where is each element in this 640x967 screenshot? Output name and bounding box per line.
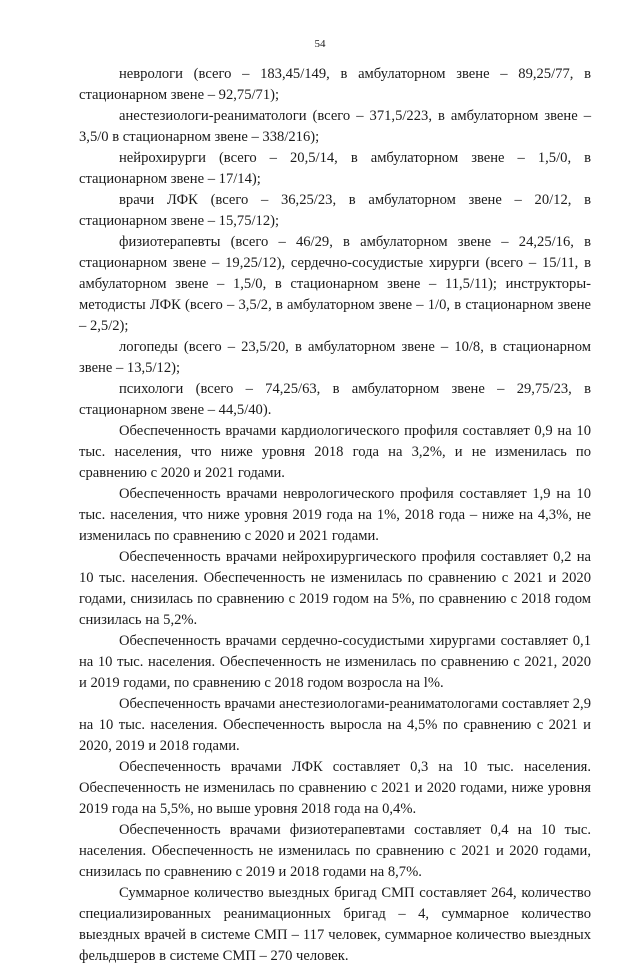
paragraph-cardiology-provision: Обеспеченность врачами кардиологического профиля составляет 0,9 на 10 тыс. населения, что ниже уровня 2018 года на 3,2%, и не изменилась по сравнению с 2020 и 2021 годами. xyxy=(79,423,591,481)
body-text xyxy=(79,64,591,967)
paragraph-neurologists: неврологи (всего – 183,45/149, в амбулаторном звене – 89,25/77, в стационарном звене – 92,75/71); xyxy=(79,66,591,103)
paragraph-physiotherapists: физиотерапевты (всего – 46/29, в амбулаторном звене – 24,25/16, в стационарном звене – 19,25/12), сердечно-сосудистые хирурги (всего – 15/11, в амбулаторном звене – 1,5/0, в стационарном звене – 11,5/11); инструкторы-методисты ЛФК (всего – 3,5/2, в амбулаторном звене – 1/0, в стационарном звене – 2,5/2); xyxy=(79,234,591,334)
paragraph-lfk-provision: Обеспеченность врачами ЛФК составляет 0,3 на 10 тыс. населения. Обеспеченность не изменилась по сравнению с 2021 и 2020 годами, ниже уровня 2019 года на 5,5%, но выше уровня 2018 года на 0,4%. xyxy=(79,759,591,817)
paragraph-speech-therapists: логопеды (всего – 23,5/20, в амбулаторном звене – 10/8, в стационарном звене – 13,5/12); xyxy=(79,339,591,376)
paragraph-neurosurgeons: нейрохирурги (всего – 20,5/14, в амбулаторном звене – 1,5/0, в стационарном звене – 17/14); xyxy=(79,150,591,187)
paragraph-physiotherapy-provision: Обеспеченность врачами физиотерапевтами составляет 0,4 на 10 тыс. населения. Обеспеченность не изменилась по сравнению с 2021 и 2020 годами, снизилась по сравнению с 2019 и 2018 годами на 8,7%. xyxy=(79,822,591,880)
paragraph-neurosurgery-provision: Обеспеченность врачами нейрохирургического профиля составляет 0,2 на 10 тыс. населения. Обеспеченность не изменилась по сравнению с 2021 и 2020 годами, снизилась по сравнению с 2019 годом на 5%, по сравнению с 2018 годом снизилась на 5,2%. xyxy=(79,549,591,628)
paragraph-lfk-doctors: врачи ЛФК (всего – 36,25/23, в амбулаторном звене – 20/12, в стационарном звене – 15,75/12); xyxy=(79,192,591,229)
paragraph-cardiovascular-provision: Обеспеченность врачами сердечно-сосудистыми хирургами составляет 0,1 на 10 тыс. населения. Обеспеченность не изменилась по сравнению с 2021, 2020 и 2019 годами, по сравнению с 2018 годом возросла на l%. xyxy=(79,633,591,691)
paragraph-anesthesiology-provision: Обеспеченность врачами анестезиологами-реаниматологами составляет 2,9 на 10 тыс. населения. Обеспеченность выросла на 4,5% по сравнению с 2021 и 2020, 2019 и 2018 годами. xyxy=(79,696,591,754)
paragraph-neurology-provision: Обеспеченность врачами неврологического профиля составляет 1,9 на 10 тыс. населения, что ниже уровня 2019 года на 1%, 2018 года – ниже на 4,3%, не изменилась по сравнению с 2020 и 2021 годами. xyxy=(79,486,591,544)
paragraph-psychologists: психологи (всего – 74,25/63, в амбулаторном звене – 29,75/23, в стационарном звене – 44,5/40). xyxy=(79,381,591,418)
paragraph-anesthesiologists: анестезиологи-реаниматологи (всего – 371,5/223, в амбулаторном звене – 3,5/0 в стационарном звене – 338/216); xyxy=(79,108,591,145)
page-number: 54 xyxy=(314,38,326,50)
paragraph-ambulance-teams: Суммарное количество выездных бригад СМП составляет 264, количество специализированных реанимационных бригад – 4, суммарное количество выездных врачей в системе СМП – 117 человек, суммарное количество выездных фельдшеров в системе СМП – 270 человек. xyxy=(79,885,591,964)
